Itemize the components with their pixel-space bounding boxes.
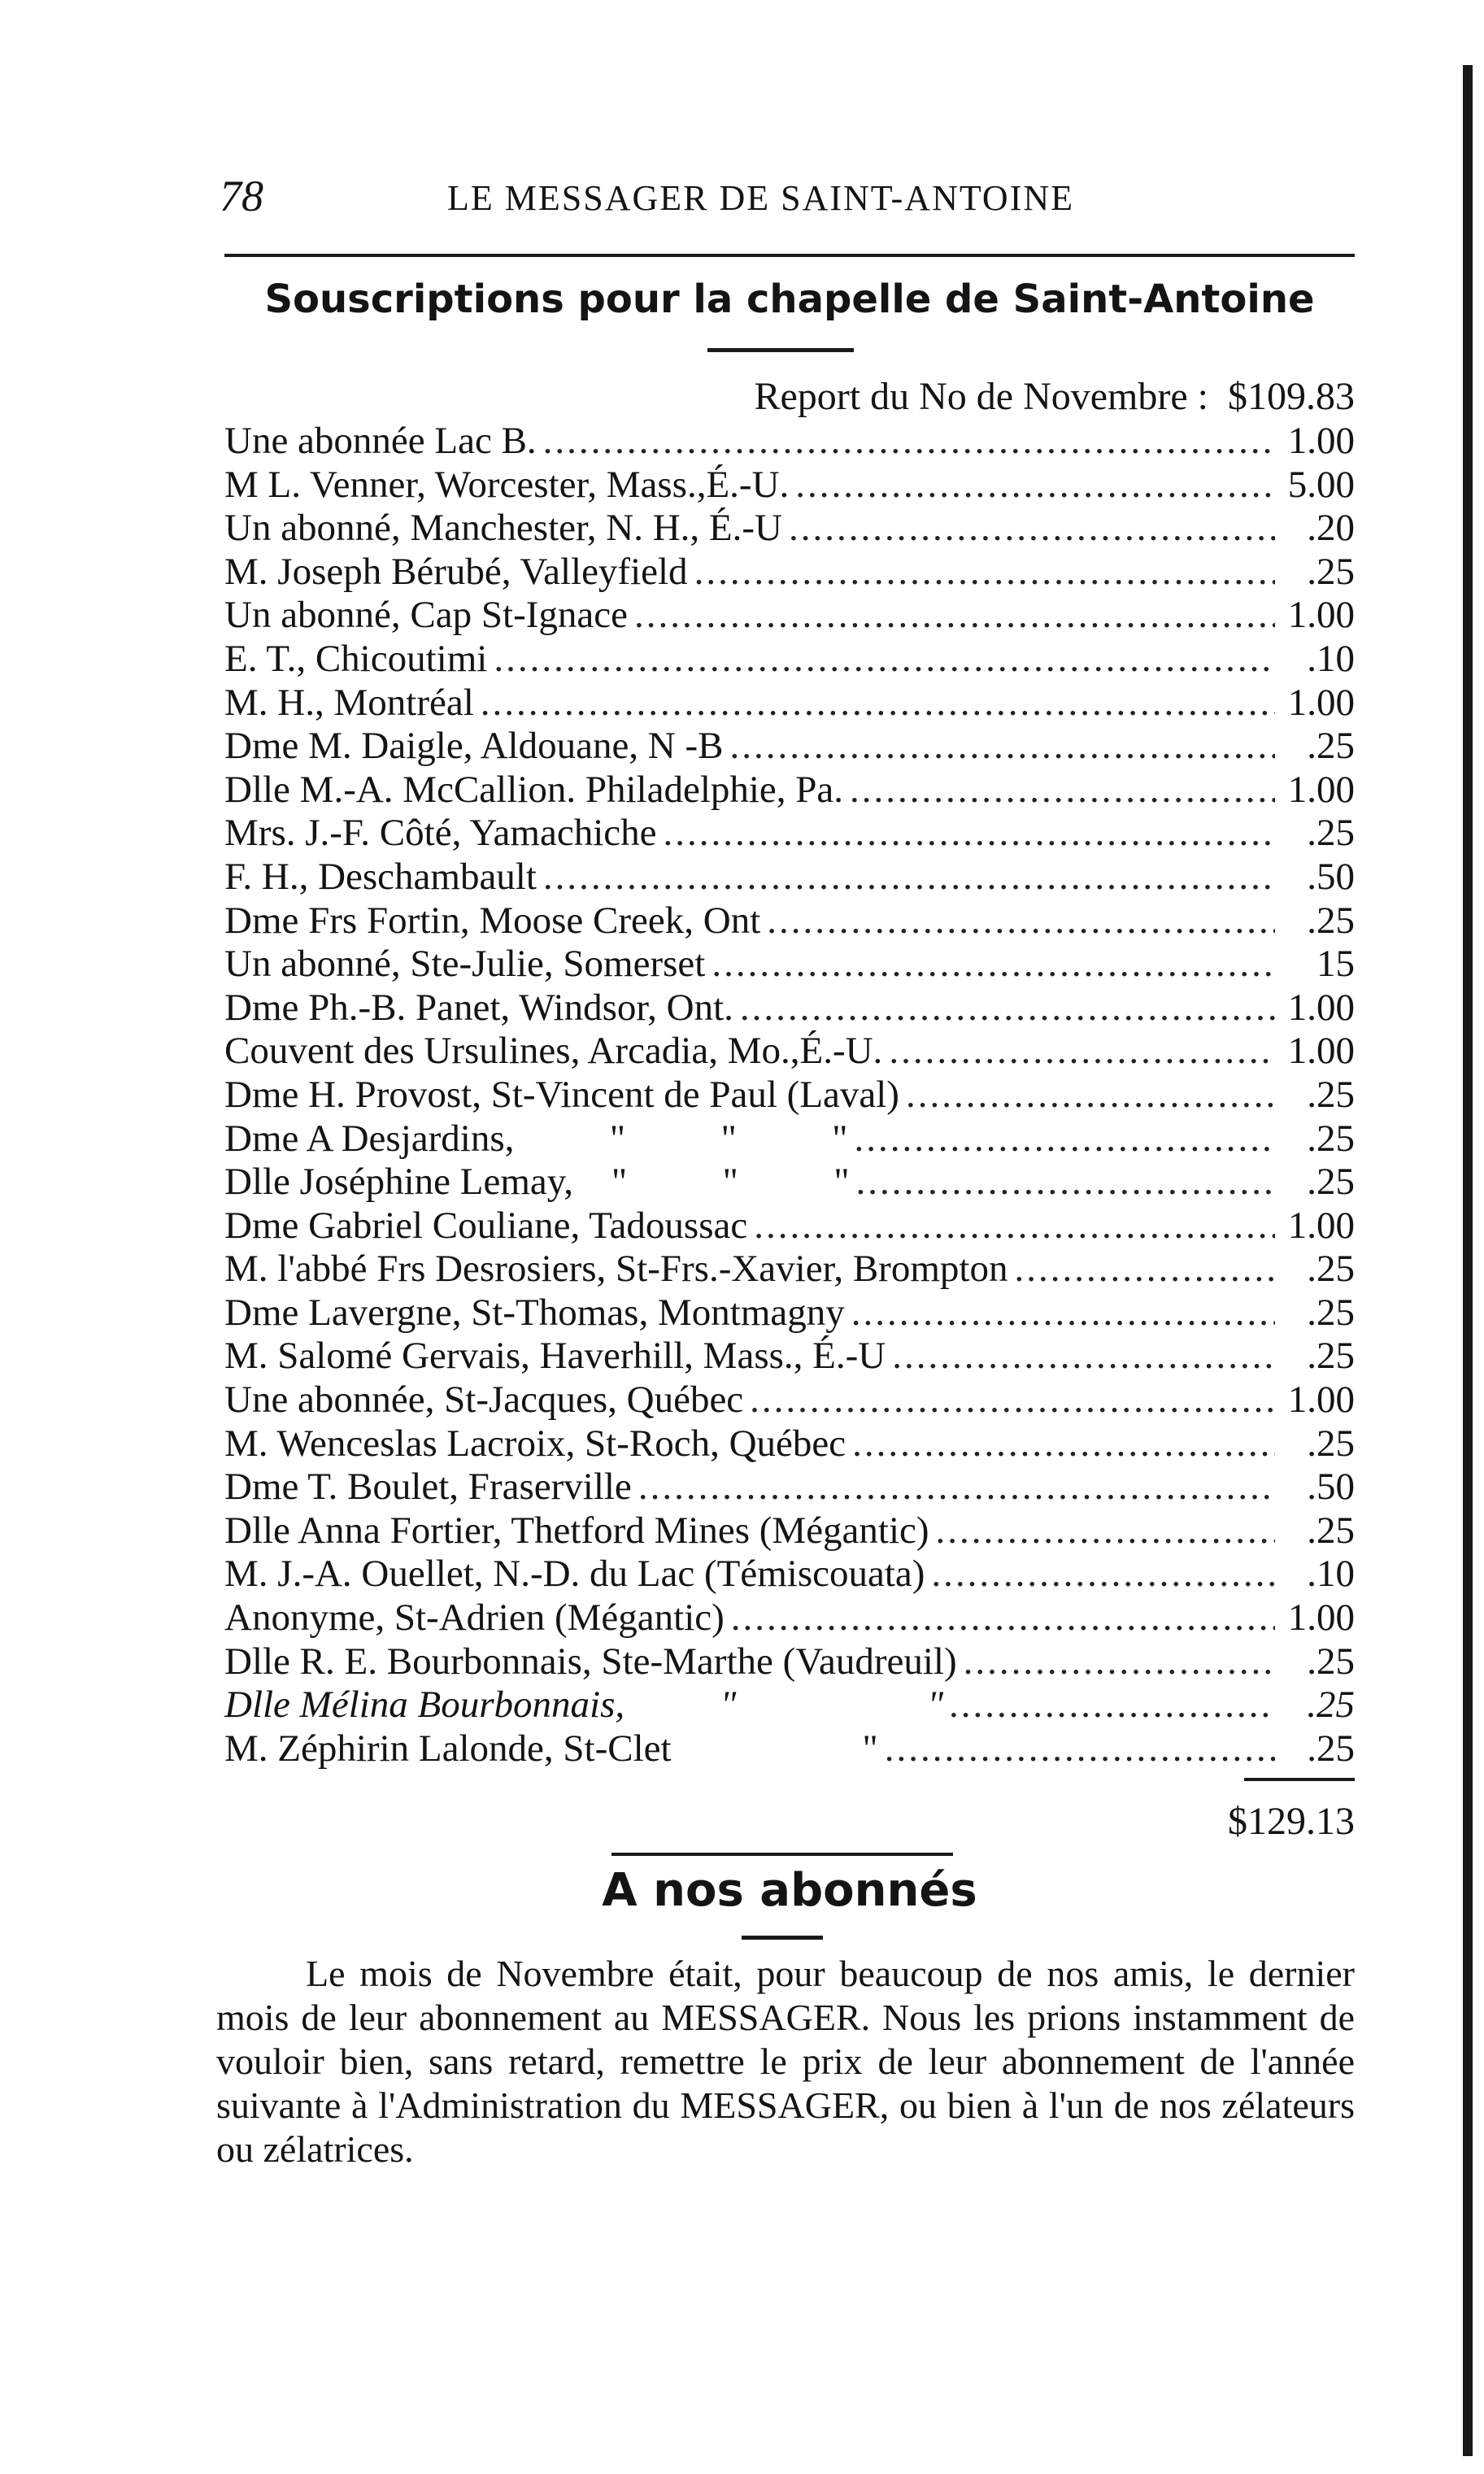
subscriber-name: Dme H. Provost, St-Vincent de Paul (Laval) <box>224 1073 899 1116</box>
subscription-amount: 1.00 <box>1287 681 1355 724</box>
dot-leader <box>789 507 1275 551</box>
subscription-amount: .25 <box>1307 1640 1355 1683</box>
title-underline <box>707 348 854 352</box>
dot-leader <box>740 987 1275 1030</box>
subscription-row <box>224 1117 1355 1161</box>
subscriber-name: Dme Lavergne, St-Thomas, Montmagny <box>224 1291 845 1334</box>
subscription-amount: .25 <box>1307 1248 1355 1291</box>
subscriptions-title: Souscriptions pour la chapelle de Saint-Antoine <box>264 277 1315 322</box>
subscriber-name: M. Wenceslas Lacroix, St-Roch, Québec <box>224 1422 846 1465</box>
subscription-amount: .25 <box>1307 1335 1355 1378</box>
dot-leader <box>931 1553 1275 1596</box>
subscription-row <box>224 1074 1355 1117</box>
subscription-row <box>224 1640 1355 1684</box>
sum-rule <box>1244 1778 1355 1781</box>
report-label: Report du No de Novembre : <box>754 375 1208 418</box>
subscriber-name: Dlle Anna Fortier, Thetford Mines (Mégantic) <box>224 1509 929 1552</box>
subscription-amount: 1.00 <box>1287 594 1355 637</box>
dot-leader <box>731 1596 1275 1640</box>
subscription-row <box>224 812 1355 856</box>
dot-leader <box>638 1466 1275 1509</box>
dot-leader <box>730 725 1275 769</box>
subscription-row <box>224 725 1355 769</box>
subscriber-name: Une abonnée, St-Jacques, Québec <box>224 1379 744 1422</box>
dot-leader <box>754 1204 1275 1248</box>
subscription-row <box>224 638 1355 682</box>
subscription-amount: 5.00 <box>1287 463 1355 506</box>
subscriber-name: Un abonné, Manchester, N. H., É.-U <box>224 507 782 550</box>
page-number: 78 <box>220 172 263 220</box>
dot-leader <box>850 769 1275 812</box>
subscription-row <box>224 1466 1355 1509</box>
subscriber-name: M. Salomé Gervais, Haverhill, Mass., É.-U <box>224 1335 886 1378</box>
subscription-row <box>224 899 1355 943</box>
dot-leader <box>854 1117 1275 1161</box>
subscriber-name: Couvent des Ursulines, Arcadia, Mo.,É.-U. <box>224 1030 883 1073</box>
dot-leader <box>543 420 1275 464</box>
subscriber-name: Dme Frs Fortin, Moose Creek, Ont <box>224 899 761 942</box>
subscription-amount: .25 <box>1307 1683 1355 1727</box>
subscriber-name: Mrs. J.-F. Côté, Yamachiche <box>224 812 657 855</box>
subscription-amount: 1.00 <box>1287 1204 1355 1247</box>
subscription-amount: 1.00 <box>1287 1030 1355 1073</box>
subscription-amount: 1.00 <box>1287 986 1355 1029</box>
dot-leader <box>950 1683 1275 1727</box>
subscriber-name: M. Zéphirin Lalonde, St-Clet " <box>224 1727 878 1770</box>
dot-leader <box>1014 1248 1275 1291</box>
dot-leader <box>964 1640 1275 1684</box>
notice-title: A nos abonnés <box>602 1864 977 1917</box>
subscriber-name: M. J.-A. Ouellet, N.-D. du Lac (Témiscouata) <box>224 1553 925 1596</box>
notice-title-underline <box>742 1936 823 1940</box>
subscription-amount: .25 <box>1307 550 1355 593</box>
subscriber-name: Dme Ph.-B. Panet, Windsor, Ont. <box>224 986 733 1029</box>
subscription-row <box>224 1422 1355 1466</box>
dot-leader <box>851 1291 1275 1335</box>
subscriber-name: Un abonné, Ste-Julie, Somerset <box>224 943 706 986</box>
subscription-amount: 1.00 <box>1287 768 1355 811</box>
subscription-row <box>224 987 1355 1030</box>
subscription-amount: .50 <box>1307 1466 1355 1509</box>
dot-leader <box>885 1727 1275 1771</box>
subscription-row <box>224 1553 1355 1596</box>
dot-leader <box>852 1422 1275 1466</box>
subscription-row <box>224 1509 1355 1553</box>
report-amount: $109.83 <box>1228 375 1355 418</box>
subscriber-name: Dme T. Boulet, Fraserville <box>224 1466 632 1509</box>
subscription-row <box>224 1727 1355 1771</box>
dot-leader <box>767 899 1275 943</box>
dot-leader <box>750 1379 1275 1422</box>
subscriber-name: Anonyme, St-Adrien (Mégantic) <box>224 1596 725 1640</box>
page-edge-shadow <box>1463 65 1473 2456</box>
subscription-row <box>224 1248 1355 1291</box>
dot-leader <box>634 594 1275 638</box>
subscription-amount: .25 <box>1307 725 1355 768</box>
subscription-amount: .25 <box>1307 1509 1355 1552</box>
subscription-amount: 15 <box>1316 943 1355 986</box>
subscription-row <box>224 856 1355 899</box>
subscriber-name: M L. Venner, Worcester, Mass.,É.-U. <box>224 463 790 506</box>
subscriber-name: M. l'abbé Frs Desrosiers, St-Frs.-Xavier, Brompton <box>224 1248 1008 1291</box>
subscriber-name: Une abonnée Lac B. <box>224 420 537 462</box>
subscription-amount: .10 <box>1307 637 1355 680</box>
subscription-row <box>224 551 1355 595</box>
dot-leader <box>481 682 1275 725</box>
subscriber-name: M. Joseph Bérubé, Valleyfield <box>224 550 688 593</box>
header-rule <box>224 254 1355 257</box>
subscription-list <box>224 420 1355 1771</box>
dot-leader <box>694 551 1275 595</box>
subscription-row <box>224 1291 1355 1335</box>
dot-leader <box>906 1074 1275 1117</box>
report-line <box>224 374 1355 419</box>
subscription-amount: 1.00 <box>1287 1596 1355 1640</box>
running-title: LE MESSAGER DE SAINT-ANTOINE <box>447 178 1074 218</box>
subscription-amount: 1.00 <box>1287 420 1355 462</box>
subscription-amount: .20 <box>1307 507 1355 550</box>
subscriber-name: Dlle M.-A. McCallion. Philadelphie, Pa. <box>224 768 844 811</box>
subscription-row <box>224 1030 1355 1074</box>
total-amount: $129.13 <box>1228 1800 1355 1843</box>
dot-leader <box>795 464 1275 507</box>
subscription-row <box>224 1204 1355 1248</box>
subscription-row <box>224 420 1355 464</box>
subscriber-name: Dlle R. E. Bourbonnais, Ste-Marthe (Vaudreuil) <box>224 1640 957 1683</box>
subscription-amount: .25 <box>1307 812 1355 855</box>
subscriber-name: Dme M. Daigle, Aldouane, N -B <box>224 725 724 768</box>
subscriber-name: Dme Gabriel Couliane, Tadoussac <box>224 1204 748 1247</box>
subscription-row <box>224 769 1355 812</box>
subscription-amount: .25 <box>1307 1422 1355 1465</box>
subscription-row <box>224 1379 1355 1422</box>
subscription-row <box>224 1335 1355 1379</box>
dot-leader <box>543 856 1275 899</box>
dot-leader <box>892 1335 1275 1379</box>
dot-leader <box>889 1030 1275 1074</box>
subscription-row <box>224 682 1355 725</box>
subscription-amount: .25 <box>1307 1291 1355 1334</box>
subscriber-name: E. T., Chicoutimi <box>224 637 488 680</box>
subscription-amount: 1.00 <box>1287 1379 1355 1422</box>
subscriber-name: Dlle Joséphine Lemay, " " " <box>224 1161 850 1204</box>
section-divider <box>611 1853 953 1856</box>
dot-leader <box>856 1161 1275 1204</box>
subscriber-name: F. H., Deschambault <box>224 855 537 898</box>
subscriber-name: Un abonné, Cap St-Ignace <box>224 594 628 637</box>
subscriber-name: Dlle Mélina Bourbonnais, " " <box>224 1683 944 1727</box>
subscription-row <box>224 943 1355 987</box>
subscription-amount: .50 <box>1307 855 1355 898</box>
subscription-amount: .25 <box>1307 1727 1355 1770</box>
subscription-amount: .25 <box>1307 899 1355 942</box>
dot-leader <box>712 943 1275 987</box>
subscriber-name: Dme A Desjardins, " " " <box>224 1117 848 1160</box>
subscription-amount: .25 <box>1307 1117 1355 1160</box>
dot-leader <box>494 638 1275 682</box>
subscription-row <box>224 1683 1355 1727</box>
subscriber-name: M. H., Montréal <box>224 681 474 724</box>
subscription-amount: .10 <box>1307 1553 1355 1596</box>
subscription-row <box>224 1596 1355 1640</box>
notice-paragraph: Le mois de Novembre était, pour beaucoup de nos amis, le dernier mois de leur abonnement au MESSAGER. Nous les prions instamment de vouloir bien, sans retard, remettre le prix de leur abonnement de l'année suivante à l'Administration du MESSAGER, ou bien à l'un de nos zélateurs ou zélatrices. <box>216 1953 1355 2170</box>
subscription-row <box>224 1161 1355 1204</box>
subscription-row <box>224 507 1355 551</box>
dot-leader <box>663 812 1275 856</box>
dot-leader <box>936 1509 1275 1553</box>
page-header <box>220 171 1358 228</box>
subscription-amount: .25 <box>1307 1073 1355 1116</box>
subscription-row <box>224 594 1355 638</box>
subscription-row <box>224 464 1355 507</box>
subscription-amount: .25 <box>1307 1161 1355 1204</box>
